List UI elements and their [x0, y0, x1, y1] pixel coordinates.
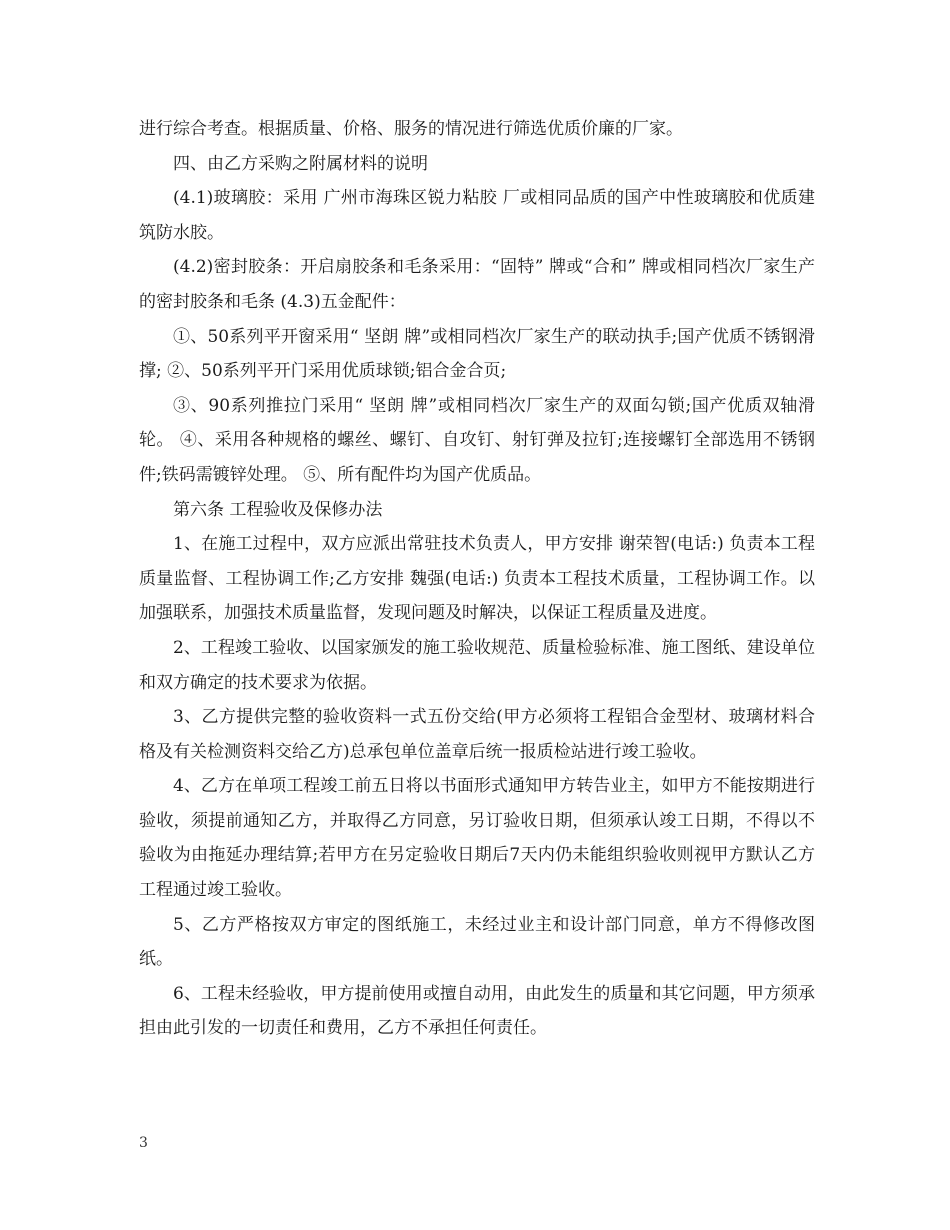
paragraph-hardware-90: ③、90系列推拉门采用“ 坚朗 牌”或相同档次厂家生产的双面勾锁;国产优质双轴滑轮。 ④、采用各种规格的螺丝、螺钉、自攻钉、射钉弹及拉钉;连接螺钉全部选用不锈钢件;铁码需镀锌处理。 ⑤、所有配件均为国产优质品。	[139, 395, 815, 485]
paragraph-1: 进行综合考查。根据质量、价格、服务的情况进行筛选优质价廉的厂家。	[139, 119, 683, 139]
article-heading-6: 第六条 工程验收及保修办法	[173, 499, 383, 520]
clause-2: 2、工程竣工验收、以国家颁发的施工验收规范、质量检验标准、施工图纸、建设单位和双方确定的技术要求为依据。	[139, 637, 815, 693]
page-number: 3	[139, 1135, 148, 1151]
section-heading-4: 四、由乙方采购之附属材料的说明	[173, 153, 428, 174]
paragraph-hardware-50: ①、50系列平开窗采用“ 坚朗 牌”或相同档次厂家生产的联动执手;国产优质不锈钢滑撑; ②、50系列平开门采用优质球锁;铝合金合页;	[139, 326, 815, 382]
paragraph-sealing-strip: (4.2)密封胶条：开启扇胶条和毛条采用：“固特” 牌或“合和” 牌或相同档次厂家生产的密封胶条和毛条 (4.3)五金配件：	[139, 257, 815, 312]
clause-6: 6、工程未经验收，甲方提前使用或擅自动用，由此发生的质量和其它问题，甲方须承担由此引发的一切责任和费用，乙方不承担任何责任。	[139, 983, 815, 1039]
paragraph-glass-glue: (4.1)玻璃胶：采用 广州市海珠区锐力粘胶 厂或相同品质的国产中性玻璃胶和优质建筑防水胶。	[139, 188, 815, 243]
clause-3: 3、乙方提供完整的验收资料一式五份交给(甲方必须将工程铝合金型材、玻璃材料合格及有关检测资料交给乙方)总承包单位盖章后统一报质检站进行竣工验收。	[139, 707, 815, 762]
clause-5: 5、乙方严格按双方审定的图纸施工，未经过业主和设计部门同意，单方不得修改图纸。	[139, 914, 815, 970]
clause-4: 4、乙方在单项工程竣工前五日将以书面形式通知甲方转告业主，如甲方不能按期进行验收，须提前通知乙方，并取得乙方同意，另订验收日期，但须承认竣工日期，不得以不验收为由拖延办理结算;若甲方在另定验收日期后7天内仍未能组织验收则视甲方默认乙方工程通过竣工验收。	[139, 776, 815, 901]
clause-1: 1、在施工过程中，双方应派出常驻技术负责人，甲方安排 谢荣智(电话:) 负责本工程质量监督、工程协调工作;乙方安排 魏强(电话:) 负责本工程技术质量，工程协调工作。以加强联系，加强技术质量监督，发现问题及时解决，以保证工程质量及进度。	[139, 534, 815, 624]
document-body	[139, 112, 815, 1046]
